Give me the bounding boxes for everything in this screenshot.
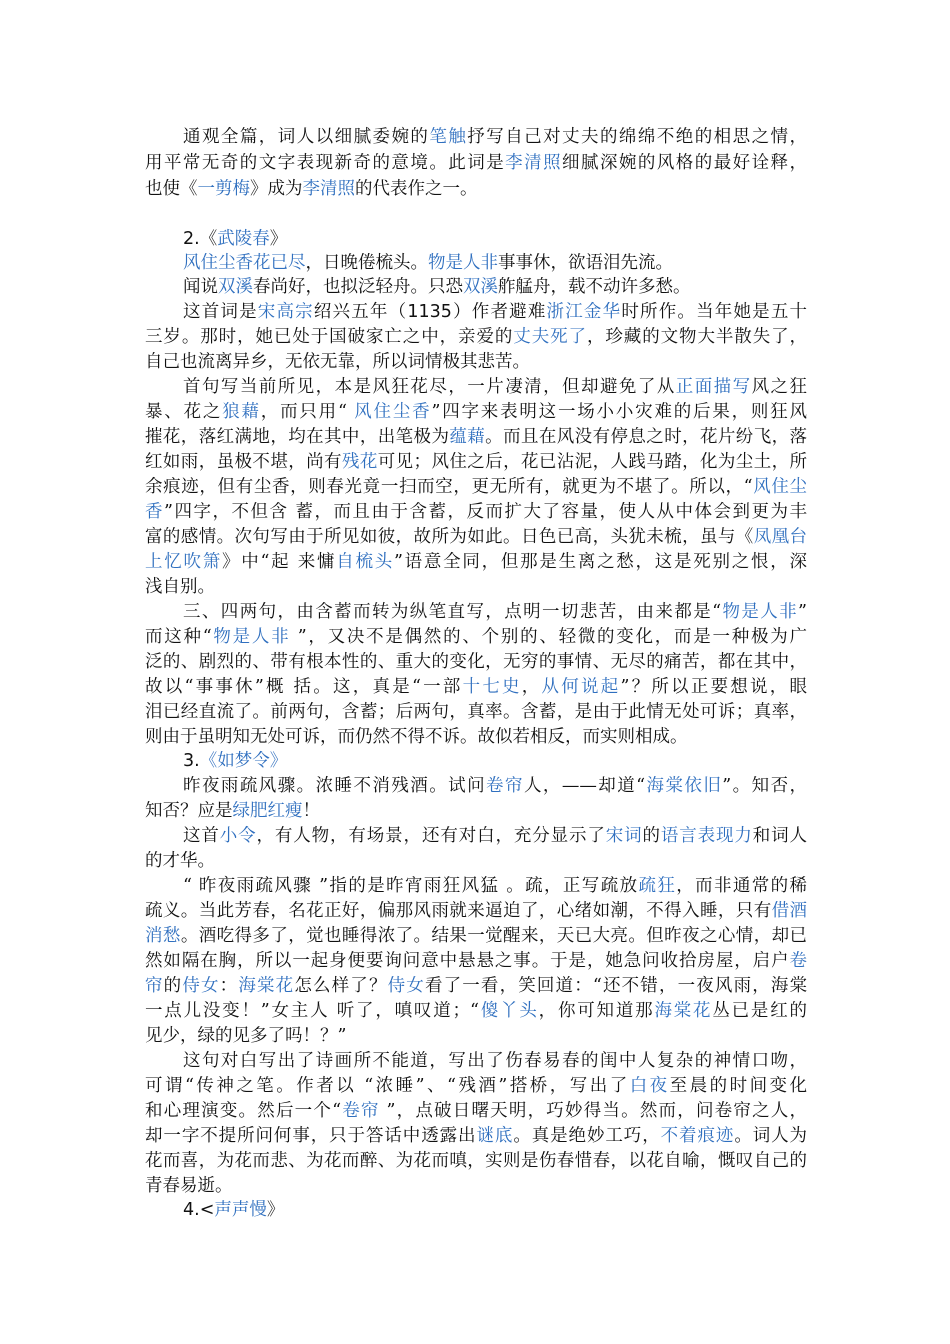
text-line — [145, 848, 807, 874]
text-run: ： — [219, 976, 239, 996]
text-run: 的 — [642, 826, 661, 846]
keyword-link[interactable]: 不着痕迹 — [660, 1126, 735, 1146]
text-line — [183, 1048, 807, 1074]
text-run: 4.< — [183, 1200, 215, 1220]
text-run: 的代表作之一。 — [355, 179, 478, 199]
text-run: 。而且在风没有停息之时，花片纷飞，落 — [485, 427, 807, 447]
keyword-link[interactable]: 借酒 — [771, 901, 807, 921]
keyword-link[interactable]: 卷帘 — [341, 1101, 380, 1121]
text-run: ”？所以正要想说，眼 — [620, 677, 807, 697]
text-run: 》 — [266, 1200, 285, 1220]
text-line — [145, 150, 807, 176]
text-run: 则由于虽明知无处可诉，而仍然不得不诉。故似若相反，而实则相成。 — [145, 727, 688, 747]
text-run: 红如雨，虽极不堪，尚有 — [145, 452, 342, 472]
text-run: “ 昨夜雨疏风骤 ”指的是昨宵雨狂风猛 。疏，正写疏放 — [183, 876, 639, 896]
text-line — [145, 649, 807, 675]
text-line — [145, 324, 807, 350]
text-run: ）作者避难 — [451, 302, 547, 322]
text-run: ”四字，不但含 蓄，而且由于含蓄，反而扩大了容量，使人从中体会到更为丰 — [164, 502, 807, 522]
keyword-link[interactable]: 谜底 — [476, 1126, 514, 1146]
text-run: 的 — [163, 976, 183, 996]
keyword-link[interactable]: 从何说起 — [541, 677, 621, 697]
keyword-link[interactable]: 残花 — [341, 452, 378, 472]
text-run: ！ — [302, 801, 320, 821]
text-run: ，而只用“ — [260, 402, 355, 422]
text-run: 至晨的时间变化 — [669, 1076, 807, 1096]
keyword-link[interactable]: 疏狂 — [638, 876, 677, 896]
text-run: 》成为 — [250, 179, 303, 199]
text-line — [145, 449, 807, 475]
text-run: 也使《 — [145, 179, 198, 199]
keyword-link[interactable]: 卷 — [789, 951, 807, 971]
text-run: 时所作。当年她是五十 — [621, 302, 807, 322]
text-run: 这首 — [183, 826, 220, 846]
text-line — [145, 1073, 807, 1099]
text-run: 和心理演变。然后一个“ — [145, 1101, 342, 1121]
keyword-link[interactable]: 自梳头 — [336, 552, 394, 572]
keyword-link[interactable]: 小令 — [219, 826, 257, 846]
text-run: 泛的、剧烈的、带有根本性的、重大的变化，无穷的事情、无尽的痛苦，都在其中， — [145, 652, 807, 672]
text-run: ”，又决不是偶然的、个别的、轻微的变化，而是一种极为广 — [290, 627, 807, 647]
text-run: 可见；风住之后，花已沾泥，人践马踏，化为尘土，所 — [377, 452, 807, 472]
keyword-link[interactable]: 物是人非 — [211, 627, 291, 647]
keyword-link[interactable]: 风住尘 — [752, 477, 807, 497]
text-line — [145, 1023, 807, 1049]
text-run: 《 — [199, 229, 218, 249]
text-run: 风之狂 — [751, 377, 807, 397]
keyword-link[interactable]: 一剪梅 — [197, 179, 250, 199]
keyword-link[interactable]: 宋高宗 — [257, 302, 314, 322]
text-run: 可谓“传神之笔。作者以 “浓睡”、“残酒”搭桥，写出了 — [145, 1076, 630, 1096]
text-run: ” — [798, 602, 807, 622]
text-run: 余痕迹，但有尘香，则春光竟一扫而空，更无所有，就更为不堪了。所以，“ — [145, 477, 753, 497]
text-run: 自己也流离异乡，无依无靠，所以词情极其悲苦。 — [145, 352, 530, 372]
text-run: 泪已经直流了。前两句，含蓄；后两句，真率。含蓄，是由于此情无处可诉；真率， — [145, 702, 807, 722]
keyword-link[interactable]: 傻丫头 — [478, 1001, 539, 1021]
text-line — [145, 499, 807, 525]
text-run: 》 — [269, 229, 288, 249]
text-line — [145, 898, 807, 924]
text-run: 摧花，落红满地，均在其中，出笔极为 — [145, 427, 450, 447]
text-line — [145, 998, 807, 1024]
text-run: 浅自别。 — [145, 577, 215, 597]
keyword-link[interactable]: 丈夫死了 — [513, 327, 587, 347]
text-line — [183, 374, 807, 400]
text-run: 花而喜，为花而悲、为花而醉、为花而嗔，实则是伤春惜春，以花自喻，慨叹自己的 — [145, 1151, 807, 1171]
text-run: 3. — [183, 751, 200, 771]
text-run: ”四字来表明这一场小小灾难的后果，则狂风 — [431, 402, 807, 422]
keyword-link[interactable]: 侍女 — [387, 976, 425, 996]
keyword-link[interactable]: 蕴藉 — [449, 427, 486, 447]
text-run: 和词人 — [752, 826, 807, 846]
text-run: 暴、花之 — [145, 402, 223, 422]
keyword-link[interactable]: 物是人非 — [428, 253, 498, 273]
text-line — [183, 823, 807, 849]
text-line — [145, 624, 807, 650]
text-line — [145, 349, 807, 375]
text-line — [183, 299, 807, 325]
text-line — [145, 399, 807, 425]
keyword-link[interactable]: 侍女 — [182, 976, 220, 996]
keyword-link[interactable]: 帘 — [145, 976, 164, 996]
text-run: ，而非通常的稀 — [676, 876, 807, 896]
text-line — [145, 474, 807, 500]
text-run: 却一字不提所问何事，只于答话中透露出 — [145, 1126, 477, 1146]
keyword-link[interactable]: 物是人非 — [721, 602, 799, 622]
text-run: ”。知否， — [722, 776, 807, 796]
text-line — [145, 948, 807, 974]
keyword-link[interactable]: 消愁 — [145, 926, 181, 946]
keyword-link[interactable]: 香 — [145, 502, 164, 522]
text-run: 昨夜雨疏风骤。浓睡不消残酒。试问 — [183, 776, 487, 796]
text-run: ”，点破日曙天明，巧妙得当。然而，问卷帘之人， — [379, 1101, 807, 1121]
text-run: 。词人为 — [734, 1126, 807, 1146]
text-run: 首句写当前所见，本是风狂花尽，一片凄清，但却避免了从 — [183, 377, 676, 397]
keyword-link[interactable]: 海棠花 — [238, 976, 295, 996]
text-line — [183, 250, 807, 276]
text-run: 事事休，欲语泪先流。 — [498, 253, 673, 273]
text-line — [183, 274, 807, 300]
text-line — [145, 176, 807, 202]
keyword-link[interactable]: 白夜 — [629, 1076, 670, 1096]
text-run: 而这种“ — [145, 627, 212, 647]
keyword-link[interactable]: 双溪 — [218, 277, 253, 297]
text-line — [145, 724, 807, 750]
keyword-link[interactable]: 语言表现力 — [660, 826, 753, 846]
text-run: 通观全篇，词人以细腻委婉的 — [183, 127, 430, 147]
text-run: 的才华。 — [145, 851, 215, 871]
text-run: 。真是绝妙工巧， — [513, 1126, 661, 1146]
text-run: ，日晚倦梳头。 — [305, 253, 428, 273]
text-run: 舴艋舟，载不动许多愁。 — [498, 277, 691, 297]
keyword-link[interactable]: 《如梦令》 — [199, 751, 288, 771]
text-run: 丛已是红的 — [712, 1001, 807, 1021]
keyword-link[interactable]: 风住尘香 — [354, 402, 432, 422]
text-run: 这句对白写出了诗画所不能道，写出了伤春易春的闺中人复杂的神情口吻， — [183, 1051, 807, 1071]
text-line — [145, 574, 807, 600]
text-run: 怎么样了？ — [294, 976, 388, 996]
text-run: ，你可知道那 — [538, 1001, 655, 1021]
text-run: 然如隔在胸，所以一起身便要询问意中悬悬之事。于是，她急问收拾房屋，启户 — [145, 951, 790, 971]
text-line — [183, 748, 807, 774]
text-line — [145, 549, 807, 575]
text-run: 绍兴五年（ — [313, 302, 408, 322]
text-line — [183, 599, 807, 625]
text-run: 1135 — [407, 302, 452, 322]
text-line — [145, 524, 807, 550]
text-run: 用平常无奇的文字表现新奇的意境。此词是 — [145, 153, 506, 173]
text-line — [145, 798, 807, 824]
keyword-link[interactable]: 海棠依旧 — [645, 776, 723, 796]
text-run: 2. — [183, 229, 200, 249]
text-line — [145, 973, 807, 999]
keyword-link[interactable]: 上忆吹箫 — [145, 552, 222, 572]
text-run: ， — [521, 677, 542, 697]
keyword-link[interactable]: 凤凰台 — [753, 527, 807, 547]
text-run: 青春易逝。 — [145, 1176, 233, 1196]
keyword-link[interactable]: 海棠花 — [654, 1001, 713, 1021]
keyword-link[interactable]: 武陵春 — [217, 229, 270, 249]
text-line — [183, 1197, 807, 1223]
text-line — [183, 226, 807, 252]
text-line — [145, 1173, 807, 1199]
keyword-link[interactable]: 狼藉 — [222, 402, 261, 422]
text-line — [183, 124, 807, 150]
keyword-link[interactable]: 浙江金华 — [546, 302, 622, 322]
text-run: 知否？应是 — [145, 801, 233, 821]
text-line — [145, 1123, 807, 1149]
keyword-link[interactable]: 声声慢 — [214, 1200, 267, 1220]
keyword-link[interactable]: 风住尘香花已尽 — [183, 253, 306, 273]
text-line — [145, 699, 807, 725]
text-run: ，有人物，有场景，还有对白，充分显示了 — [256, 826, 606, 846]
text-run: 闻说 — [183, 277, 218, 297]
text-line — [183, 773, 807, 799]
keyword-link[interactable]: 双溪 — [463, 277, 498, 297]
text-run: 故以“事事休”概 括。这，真是“一部 — [145, 677, 463, 697]
text-run: ”语意全同，但那是生离之愁，这是死别之恨，深 — [393, 552, 807, 572]
text-run: 这首词是 — [183, 302, 258, 322]
text-run: 疏义。当此芳春，名花正好，偏那风雨就来逼迫了，心绪如潮，不得入睡，只有 — [145, 901, 772, 921]
text-line — [145, 1148, 807, 1174]
keyword-link[interactable]: 卷帘 — [486, 776, 524, 796]
text-line — [145, 923, 807, 949]
text-run: 富的感情。次句写由于所见如彼，故所为如此。日色已高，头犹未梳，虽与《 — [145, 527, 754, 547]
text-line — [183, 873, 807, 899]
keyword-link[interactable]: 宋词 — [605, 826, 643, 846]
text-run: 人，——却道“ — [523, 776, 646, 796]
text-run: ，珍藏的文物大半散失了， — [586, 327, 807, 347]
text-line — [145, 424, 807, 450]
keyword-link[interactable]: 李清照 — [505, 153, 563, 173]
keyword-link[interactable]: 十七史 — [462, 677, 522, 697]
text-line — [145, 674, 807, 700]
text-run: 细腻深婉的风格的最好诠释， — [562, 153, 807, 173]
text-run: 三岁。那时，她已处于国破家亡之中，亲爱的 — [145, 327, 514, 347]
text-run: 》中“起 来慵 — [221, 552, 337, 572]
keyword-link[interactable]: 正面描写 — [675, 377, 752, 397]
keyword-link[interactable]: 绿肥红瘦 — [232, 801, 303, 821]
text-run: 看了一看，笑回道：“还不错，一夜风雨，海棠 — [424, 976, 807, 996]
text-run: 一点儿没变！”女主人 听了，嗔叹道；“ — [145, 1001, 479, 1021]
keyword-link[interactable]: 李清照 — [302, 179, 355, 199]
text-run: 。酒吃得多了，觉也睡得浓了。结果一觉醒来，天已大亮。但昨夜之心情，却已 — [180, 926, 807, 946]
text-line — [145, 1098, 807, 1124]
keyword-link[interactable]: 笔触 — [429, 127, 468, 147]
text-run: 抒写自己对丈夫的绵绵不绝的相思之情， — [467, 127, 807, 147]
text-run: 春尚好，也拟泛轻舟。只恐 — [253, 277, 463, 297]
text-run: 见少，绿的见多了吗！？” — [145, 1026, 347, 1046]
text-run: 三、四两句，由含蓄而转为纵笔直写，点明一切悲苦，由来都是“ — [183, 602, 722, 622]
